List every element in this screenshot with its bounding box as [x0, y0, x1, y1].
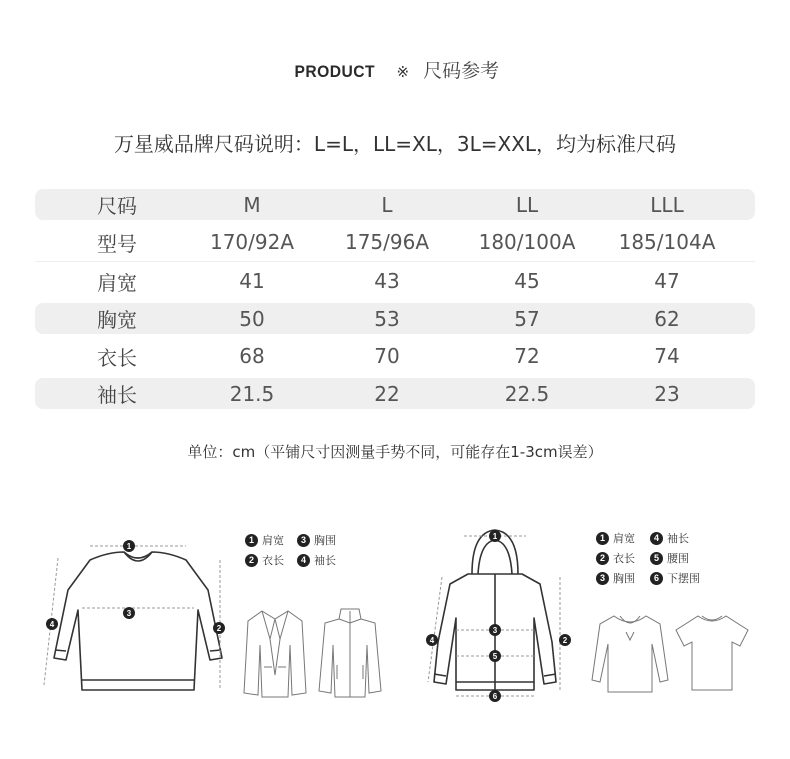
unit-note: 单位：cm（平铺尺寸因测量手势不同，可能存在1-3cm误差） [187, 443, 603, 461]
cell: 180/100A [478, 230, 576, 254]
cell: 68 [239, 344, 265, 368]
row-label: 型号 [97, 231, 137, 256]
row-label: 尺码 [97, 194, 137, 218]
legend-label: 肩宽 [262, 534, 284, 547]
table-row [35, 262, 755, 300]
tshirt-illustration [672, 610, 752, 695]
measure-marker-3 [123, 607, 135, 619]
table-row [35, 189, 755, 220]
table-row [35, 303, 755, 334]
legend-label: 衣长 [613, 552, 635, 565]
measure-marker-3 [489, 624, 501, 636]
cell: 62 [654, 306, 680, 331]
cell: LL [515, 192, 539, 217]
measure-marker-4 [46, 618, 58, 630]
cell: 23 [654, 381, 680, 406]
cell: 47 [654, 269, 680, 293]
hoodie-measure-diagram [420, 522, 580, 707]
legend-number-badge: 2 [596, 552, 609, 565]
cell: L [381, 192, 393, 217]
header-chinese: 尺码参考 [423, 60, 500, 82]
legend-right [596, 530, 726, 590]
svg-text:2: 2 [216, 624, 222, 633]
legend-number-badge: 4 [297, 554, 310, 567]
svg-text:4: 4 [429, 636, 435, 645]
cell: 175/96A [344, 230, 430, 254]
cell: 21.5 [229, 381, 275, 406]
legend-label: 衣长 [262, 554, 284, 567]
svg-text:5: 5 [492, 652, 498, 661]
legend-label: 胸围 [314, 534, 336, 547]
row-label: 胸宽 [97, 308, 137, 332]
legend-label: 袖长 [314, 554, 336, 567]
measure-marker-1 [489, 530, 501, 542]
header-separator: ※ [396, 63, 410, 81]
cell: 50 [239, 306, 265, 331]
svg-text:1: 1 [492, 532, 498, 541]
sweater-measure-diagram [38, 530, 238, 705]
cell: 57 [514, 306, 540, 331]
row-label: 衣长 [97, 345, 137, 370]
legend-label: 袖长 [667, 532, 689, 545]
measure-marker-2 [559, 634, 571, 646]
cell: 43 [374, 269, 400, 293]
cell: 45 [514, 269, 540, 293]
legend-label: 下摆围 [667, 572, 700, 585]
legend-left [245, 532, 355, 572]
legend-number-badge: 4 [650, 532, 663, 545]
measure-marker-5 [489, 650, 501, 662]
size-table [35, 186, 755, 412]
cell: 70 [374, 344, 400, 368]
cell: 72 [514, 344, 540, 368]
cell: 170/92A [209, 230, 295, 254]
cell: LLL [650, 192, 684, 217]
header-english: PRODUCT [294, 62, 375, 81]
table-row [35, 223, 755, 262]
measure-marker-4 [426, 634, 438, 646]
size-intro-text: 万星威品牌尺码说明：L=L，LL=XL，3L=XXL，均为标准尺码 [113, 132, 677, 156]
cell: 22 [374, 381, 400, 406]
table-row [35, 378, 755, 409]
svg-text:3: 3 [492, 626, 498, 635]
svg-text:1: 1 [126, 542, 132, 551]
legend-number-badge: 1 [596, 532, 609, 545]
row-label: 袖长 [97, 383, 137, 407]
zip-jacket-illustration [315, 605, 385, 700]
legend-label: 胸围 [613, 572, 635, 585]
svg-text:6: 6 [492, 692, 498, 701]
cell: 53 [374, 306, 400, 331]
blazer-illustration [240, 605, 310, 700]
svg-text:2: 2 [562, 636, 568, 645]
legend-number-badge: 5 [650, 552, 663, 565]
legend-label: 腰围 [667, 552, 689, 565]
measure-marker-2 [213, 622, 225, 634]
measure-marker-1 [123, 540, 135, 552]
cell: 74 [654, 344, 680, 368]
cell: 185/104A [618, 230, 716, 254]
legend-label: 肩宽 [613, 532, 635, 545]
row-label: 肩宽 [97, 270, 137, 295]
legend-number-badge: 6 [650, 572, 663, 585]
legend-number-badge: 2 [245, 554, 258, 567]
legend-number-badge: 3 [596, 572, 609, 585]
cell: 22.5 [504, 381, 550, 406]
section-header [0, 56, 790, 83]
legend-number-badge: 3 [297, 534, 310, 547]
svg-text:4: 4 [49, 620, 55, 629]
cell: 41 [239, 269, 265, 293]
svg-text:3: 3 [126, 609, 132, 618]
legend-number-badge: 1 [245, 534, 258, 547]
table-row [35, 337, 755, 375]
cell: M [243, 192, 261, 217]
sweatshirt-illustration [590, 608, 670, 698]
measure-marker-6 [489, 690, 501, 702]
